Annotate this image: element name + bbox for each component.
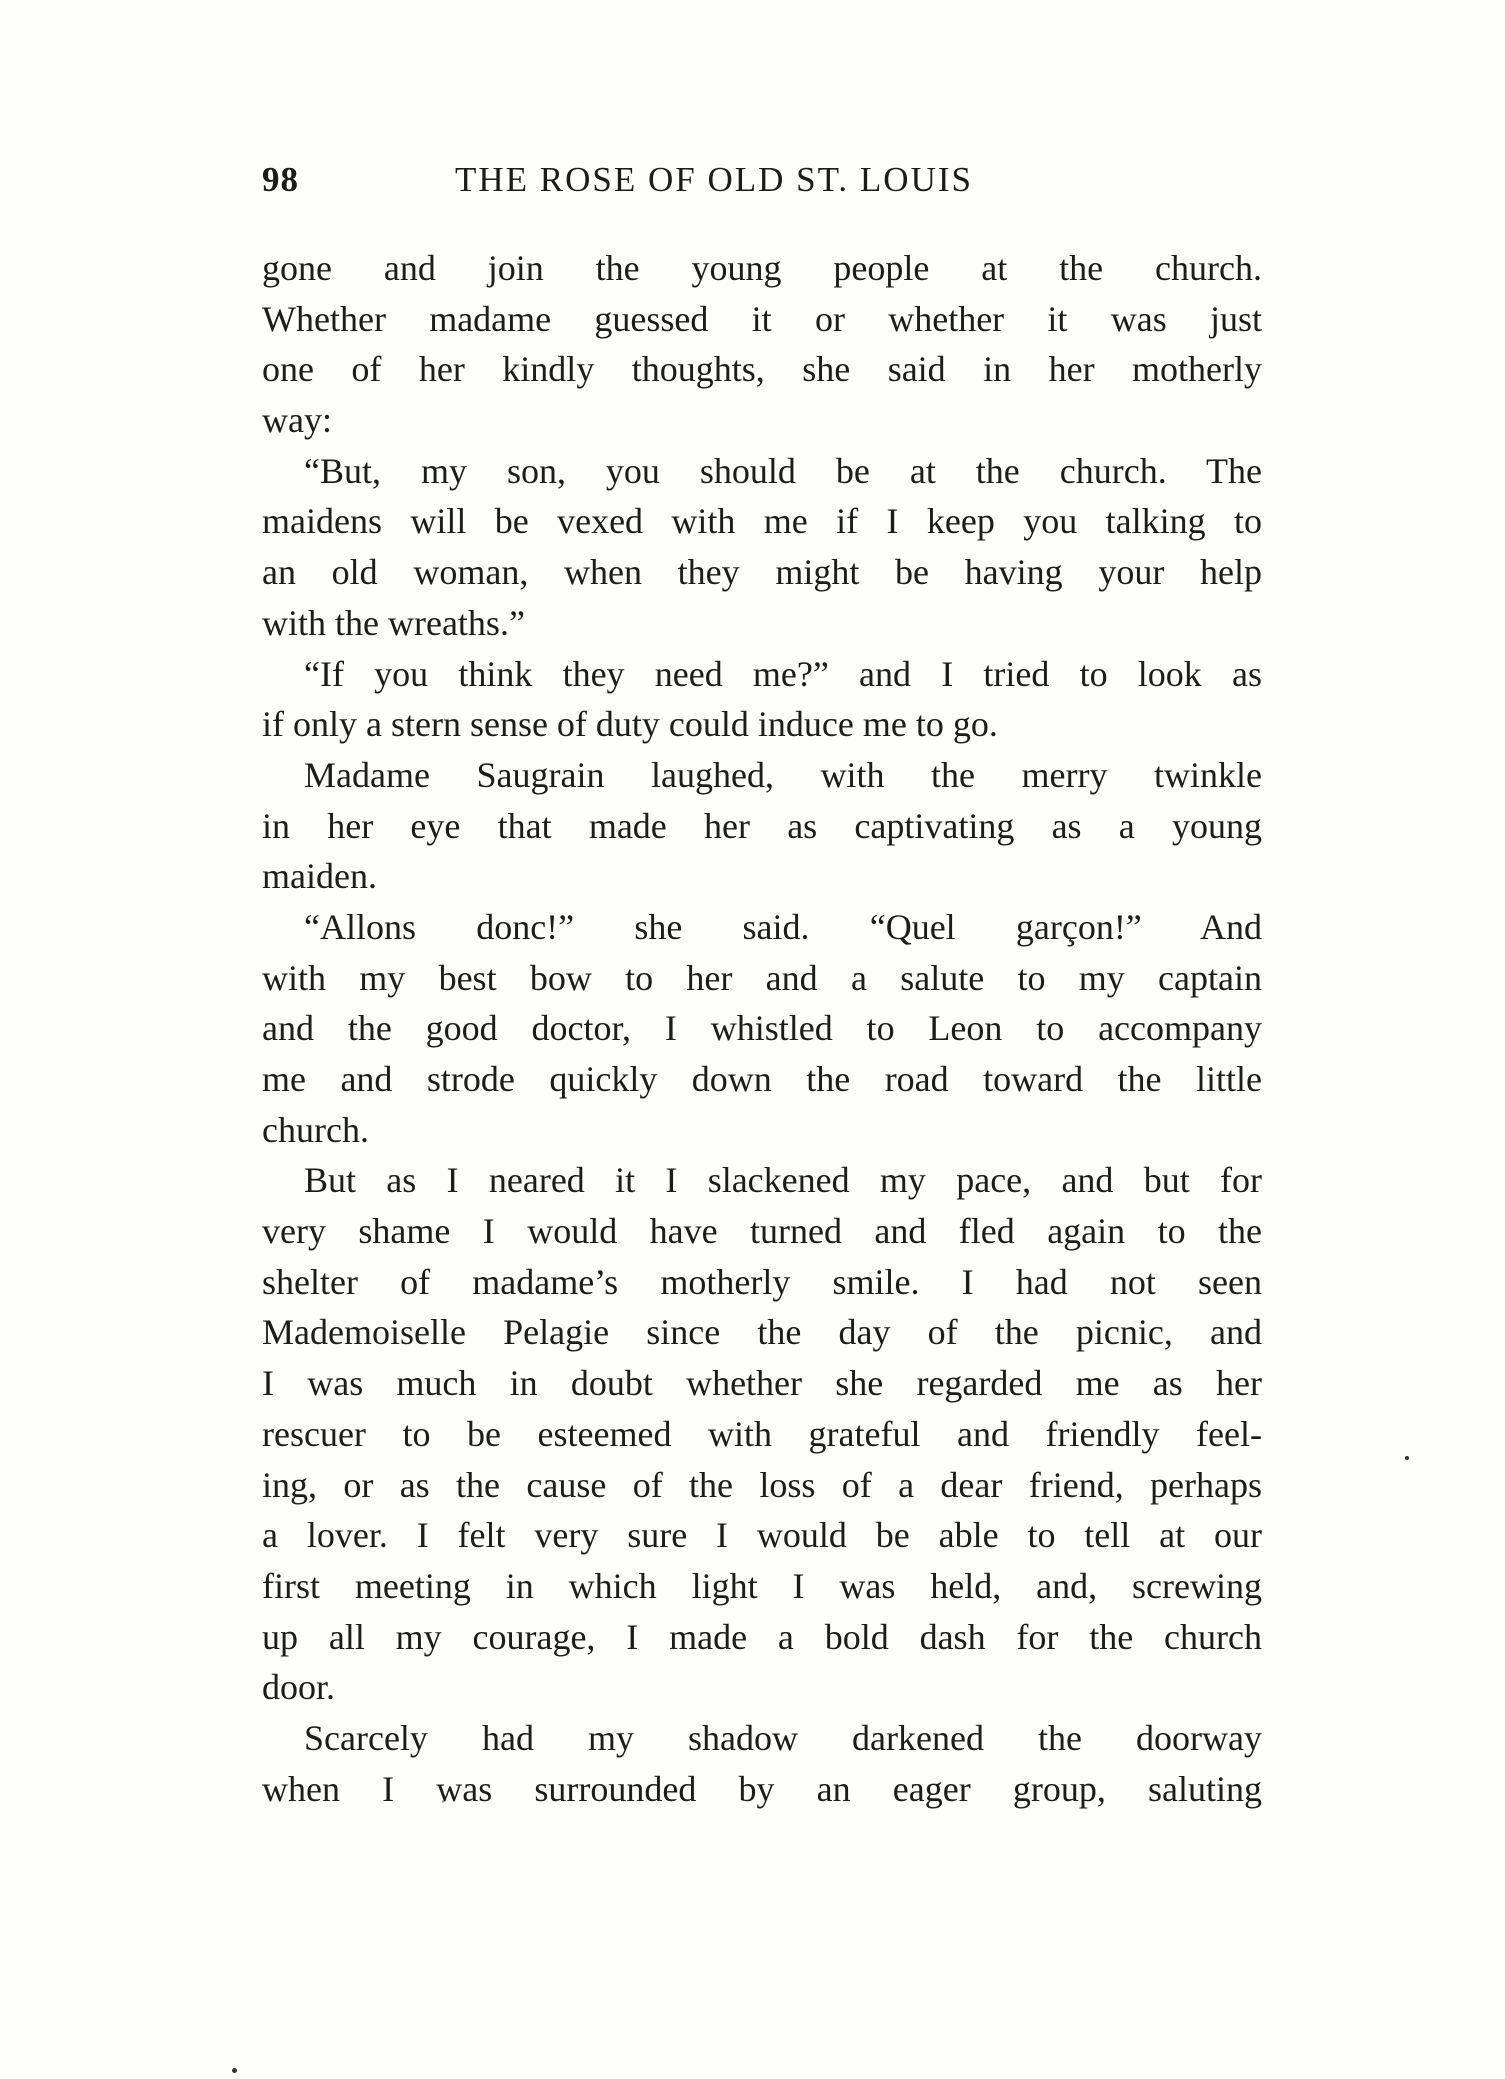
text-line: ing, or as the cause of the loss of a dear friend, perhaps (262, 1464, 1262, 1505)
text-line: shelter of madame’s motherly smile. I had not seen (262, 1261, 1262, 1302)
text-line: Scarcely had my shadow darkened the doorway (304, 1717, 1262, 1758)
text-line: “If you think they need me?” and I tried to look as (304, 653, 1262, 694)
text-line: “But, my son, you should be at the church. The (304, 450, 1262, 491)
text-line: with my best bow to her and a salute to my captain (262, 957, 1262, 998)
text-line: Mademoiselle Pelagie since the day of the picnic, and (262, 1312, 1262, 1353)
text-line: one of her kindly thoughts, she said in her motherly (262, 349, 1262, 390)
text-line: maiden. (262, 856, 377, 897)
text-line: “Allons donc!” she said. “Quel garçon!” And (304, 906, 1262, 947)
text-line: Madame Saugrain laughed, with the merry twinkle (304, 754, 1262, 795)
page-header (262, 160, 1262, 220)
text-line: But as I neared it I slackened my pace, and but for (304, 1160, 1262, 1201)
text-line: maidens will be vexed with me if I keep you talking to (262, 501, 1262, 542)
text-line: first meeting in which light I was held, and, screwing (262, 1565, 1262, 1606)
text-line: way: (262, 400, 332, 441)
text-line: door. (262, 1667, 336, 1708)
text-line: if only a stern sense of duty could induce me to go. (262, 704, 998, 745)
text-line: up all my courage, I made a bold dash for the church (262, 1616, 1262, 1657)
print-speck (1405, 1456, 1409, 1460)
text-line: a lover. I felt very sure I would be able to tell at our (262, 1515, 1262, 1556)
print-speck (232, 2068, 237, 2073)
text-line: church. (262, 1109, 369, 1150)
text-line: an old woman, when they might be having your help (262, 552, 1262, 593)
text-line: with the wreaths.” (262, 602, 525, 643)
page-number: 98 (262, 160, 299, 199)
body-text (262, 243, 1262, 1814)
text-line: when I was surrounded by an eager group, saluting (262, 1768, 1262, 1809)
text-line: I was much in doubt whether she regarded me as her (262, 1363, 1262, 1404)
text-line: and the good doctor, I whistled to Leon to accompany (262, 1008, 1262, 1049)
text-line: in her eye that made her as captivating as a young (262, 805, 1262, 846)
text-line: very shame I would have turned and fled again to the (262, 1211, 1262, 1252)
text-line: rescuer to be esteemed with grateful and friendly feel- (262, 1413, 1262, 1454)
print-speck (442, 1800, 444, 1803)
text-line: gone and join the young people at the church. (262, 248, 1262, 288)
text-line: Whether madame guessed it or whether it was just (262, 298, 1262, 339)
text-line: me and strode quickly down the road toward the little (262, 1059, 1262, 1099)
running-title: THE ROSE OF OLD ST. LOUIS (455, 160, 973, 199)
